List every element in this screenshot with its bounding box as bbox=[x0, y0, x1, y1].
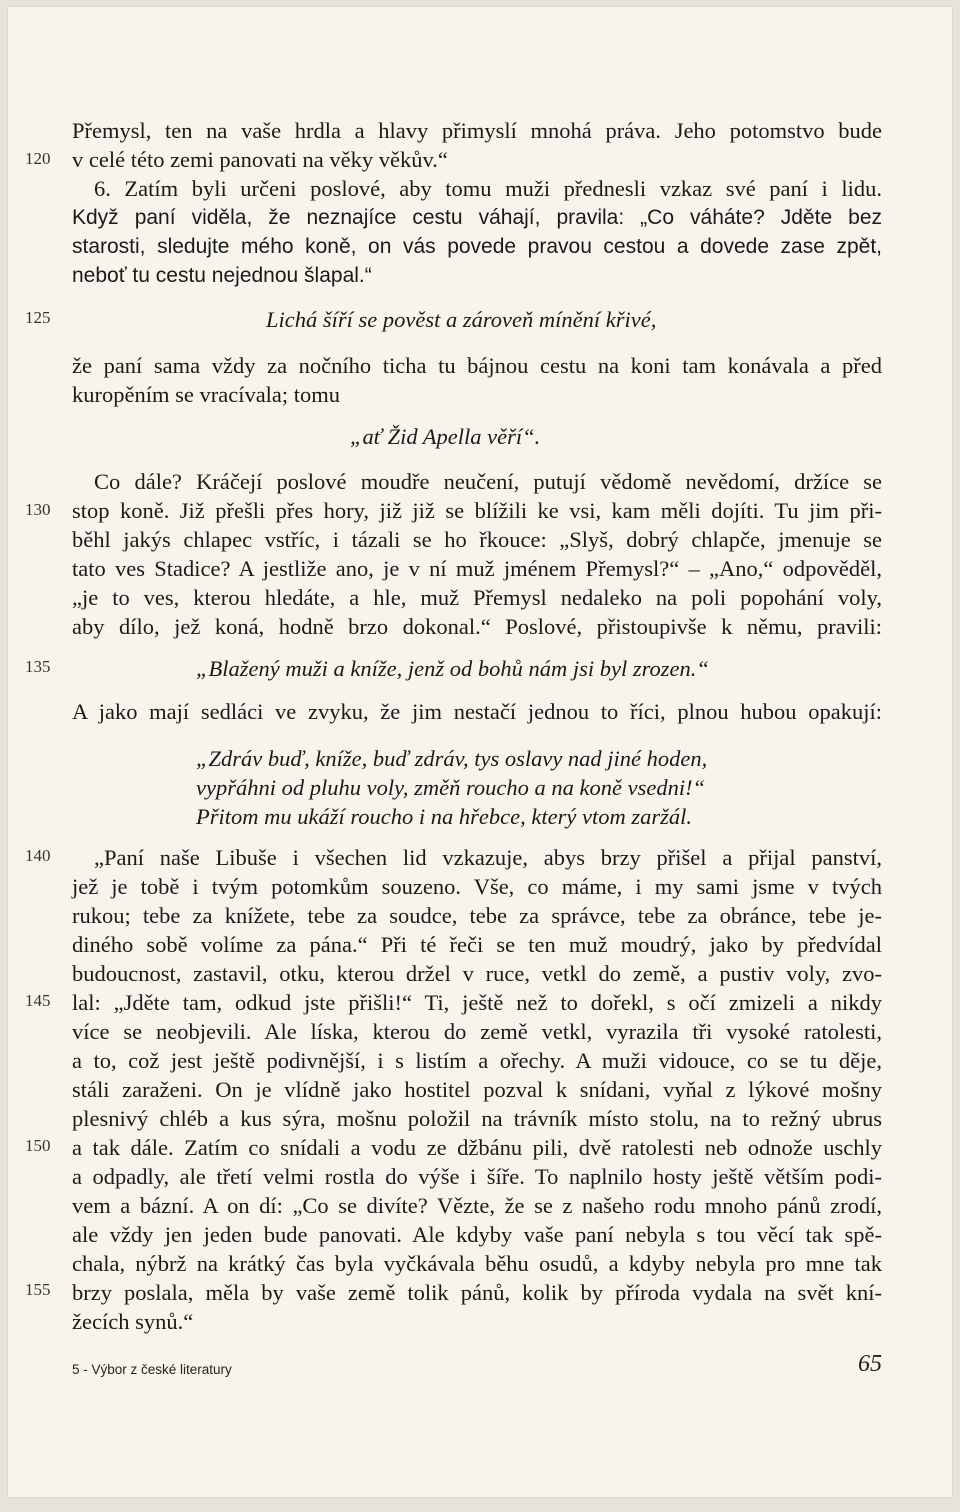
line-number: 150 bbox=[25, 1136, 51, 1155]
text-line: „je to ves, kterou hledáte, a hle, muž Přemysl nedaleko na poli popohání voly, bbox=[72, 585, 882, 610]
text-line: chala, nýbrž na krátký čas byla vyčkávala běhu osudů, a kdyby nebyla pro mne tak bbox=[72, 1251, 882, 1276]
text-line: starosti, sledujte mého koně, on vás povede pravou cestou a dovede zase zpět, bbox=[72, 235, 882, 258]
text-line: 6. Zatím byli určeni poslové, aby tomu muži přednesli vzkaz své paní i lidu. bbox=[94, 176, 882, 201]
text-line: diného sobě volíme za pána.“ Při té řeči se ten muž moudrý, jako by předvídal bbox=[72, 932, 882, 957]
verse-line: „Zdráv buď, kníže, buď zdráv, tys oslavy nad jiné hoden, bbox=[196, 746, 708, 771]
line-number: 145 bbox=[25, 991, 51, 1010]
book-page bbox=[8, 7, 952, 1497]
line-number: 125 bbox=[25, 308, 51, 327]
line-number: 155 bbox=[25, 1280, 51, 1299]
text-line: a tak dále. Zatím co snídali a vodu ze džbánu pili, dvě ratolesti neb odnože uschly bbox=[72, 1135, 882, 1160]
verse-line: Přitom mu ukáží roucho i na hřebce, který vtom zaržál. bbox=[196, 804, 692, 829]
text-line: v celé této zemi panovati na věky věkův.“ bbox=[72, 147, 448, 172]
text-line: tato ves Stadice? A jestliže ano, je v ní muž jménem Přemysl?“ – „Ano,“ odpověděl, bbox=[72, 556, 882, 581]
printer-signature: 5 - Výbor z české literatury bbox=[72, 1362, 232, 1377]
text-line: Přemysl, ten na vaše hrdla a hlavy přimyslí mnohá práva. Jeho potomstvo bude bbox=[72, 118, 882, 143]
text-line: stáli zaraženi. On je vlídně jako hostitel pozval k snídani, vyňal z lýkové mošny bbox=[72, 1077, 882, 1102]
text-line: běhl jakýs chlapec vstříc, i tázali se ho řkouce: „Slyš, dobrý chlapče, jmenuje se bbox=[72, 527, 882, 552]
text-line: „Paní naše Libuše i všechen lid vzkazuje, abys brzy přišel a přijal panství, bbox=[94, 845, 882, 870]
verse-line: vypřáhni od pluhu voly, změň roucho a na koně vsedni!“ bbox=[196, 775, 706, 800]
text-line: a to, což jest ještě podivnější, i s listím a ořechy. A muži vidouce, co se tu děje, bbox=[72, 1048, 882, 1073]
text-line: a odpadly, ale třetí velmi rostla do výše i šíře. To naplnilo hosty ještě větším podi- bbox=[72, 1164, 882, 1189]
line-number: 120 bbox=[25, 149, 51, 168]
text-line: A jako mají sedláci ve zvyku, že jim nestačí jednou to říci, plnou hubou opakují: bbox=[72, 699, 882, 724]
page-number: 65 bbox=[858, 1351, 882, 1377]
text-line: více se neobjevili. Ale líska, kterou do země vetkl, vyrazila tři vysoké ratolesti, bbox=[72, 1019, 882, 1044]
text-line: neboť tu cestu nejednou šlapal.“ bbox=[72, 264, 372, 287]
text-line: budoucnost, zastavil, otku, kterou držel v ruce, vetkl do země, a pustiv voly, zvo- bbox=[72, 961, 882, 986]
text-line: vem a bázní. A on dí: „Co se divíte? Vězte, že se z našeho rodu mnoho pánů zrodí, bbox=[72, 1193, 882, 1218]
text-line: aby dílo, jež koná, hodně brzo dokonal.“ Poslové, přistoupivše k němu, pravili: bbox=[72, 614, 882, 639]
verse-line: „ať Žid Apella věří“. bbox=[350, 424, 541, 449]
verse-line: Lichá šíří se pověst a zároveň mínění křivé, bbox=[266, 307, 657, 332]
text-line: jež je tobě i tvým potomkům souzeno. Vše, co máme, i my sami jsme v tvých bbox=[72, 874, 882, 899]
line-number: 130 bbox=[25, 500, 51, 519]
text-line: že paní sama vždy za nočního ticha tu bájnou cestu na koni tam konávala a před bbox=[72, 353, 882, 378]
verse-line: „Blažený muži a kníže, jenž od bohů nám jsi byl zrozen.“ bbox=[196, 656, 709, 681]
text-line: rukou; tebe za knížete, tebe za soudce, tebe za správce, tebe za obránce, tebe je- bbox=[72, 903, 882, 928]
text-line: brzy poslala, měla by vaše země tolik pánů, kolik by příroda vydala na svět kní- bbox=[72, 1280, 882, 1305]
text-line: lal: „Jděte tam, odkud jste přišli!“ Ti, ještě než to dořekl, s očí zmizeli a nikdy bbox=[72, 990, 882, 1015]
text-line: žecích synů.“ bbox=[72, 1309, 194, 1334]
text-line: Co dále? Kráčejí poslové moudře neučení, putují vědomě nevědomí, držíce se bbox=[94, 469, 882, 494]
text-line: stop koně. Již přešli přes hory, již již se blížili ke vsi, kam měli dojíti. Tu jim při- bbox=[72, 498, 882, 523]
text-line: kuropěním se vracívala; tomu bbox=[72, 382, 341, 407]
text-line: ale vždy jen jeden bude panovati. Ale kdyby vaše paní nebyla s tou věcí tak spě- bbox=[72, 1222, 882, 1247]
text-line: plesnivý chléb a kus sýra, mošnu položil na trávník místo stolu, na to režný ubrus bbox=[72, 1106, 882, 1131]
line-number: 140 bbox=[25, 846, 51, 865]
line-number: 135 bbox=[25, 657, 51, 676]
text-line: Když paní viděla, že neznajíce cestu váhají, pravila: „Co váháte? Jděte bez bbox=[72, 206, 882, 229]
